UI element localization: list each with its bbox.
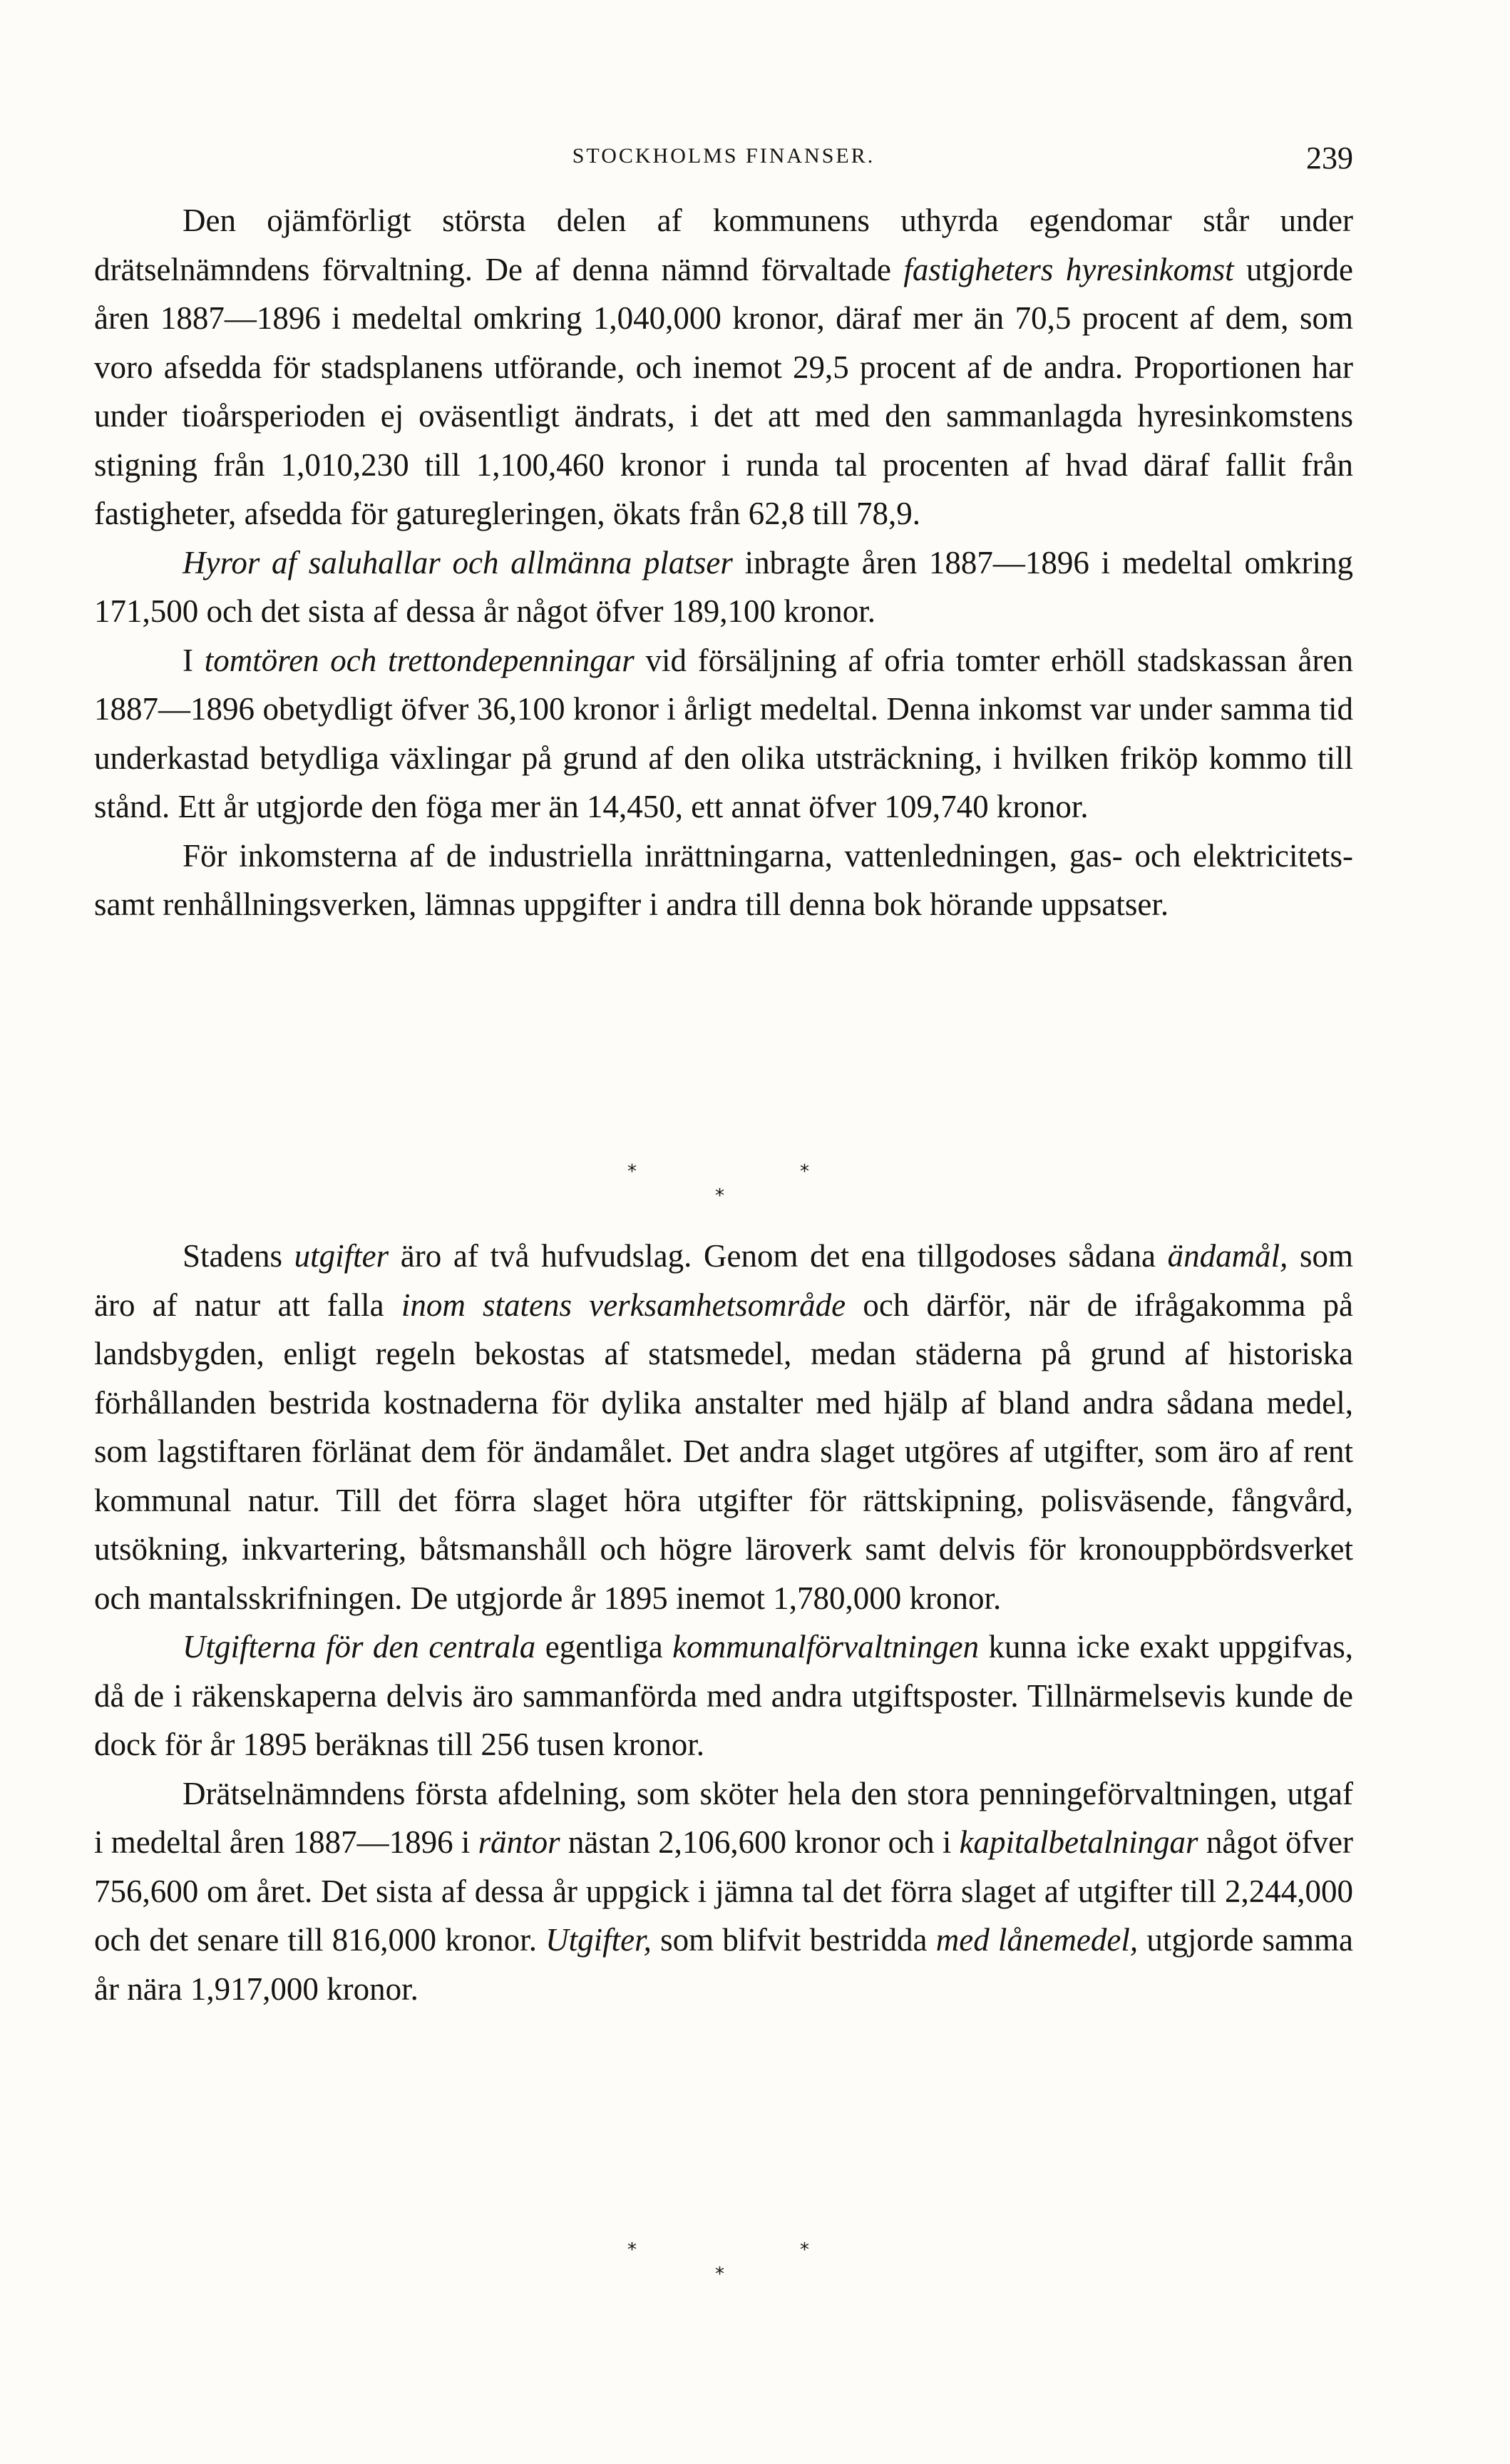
text-run: Den ojämförligt största delen af kommunens uthyrda egendomar står under drätselnämndens förvaltning. De af denna nämnd förvaltade xyxy=(94,203,1353,287)
paragraph xyxy=(94,636,1353,832)
emphasis-text: kommunalförvaltningen xyxy=(672,1629,980,1665)
text-run: och därför, när de ifrågakomma på landsbygden, enligt regeln bekostas af statsmedel, medan städerna på grund af historiska förhållanden bestrida kostnaderna för dylika anstalter med hjälp af bland andra sådana medel, som lagstiftaren förlänat dem för ändamålet. Det andra slaget utgöres af utgifter, som äro af rent kommunal natur. Till det förra slaget höra utgifter för rättskipning, polisväsende, fångvård, utsökning, inkvartering, båtsmanshåll och högre läroverk samt delvis för kronouppbördsverket och mantalsskrifningen. De utgjorde år 1895 inemot 1,780,000 kronor. xyxy=(94,1287,1354,1616)
page-number: 239 xyxy=(1306,140,1353,175)
emphasis-text: inom statens verksamhetsområde xyxy=(401,1287,846,1323)
emphasis-text: Hyror af saluhallar och allmänna platser xyxy=(183,544,733,581)
paragraph xyxy=(94,1769,1353,2014)
text-run: utgjorde åren 1887—1896 i medeltal omkring 1,040,000 kronor, däraf mer än 70,5 procent af dem, som voro afsedda för stadsplanens utförande, och inemot 29,5 procent af de andra. Proportionen har under tioårsperioden ej oväsentligt ändrats, i det att med den sammanlagda hyresinkomstens stigning från 1,010,230 till 1,100,460 kronor i runda tal procenten af hvad däraf fallit från fastigheter, afsedda för gaturegleringen, ökats från 62,8 till 78,9. xyxy=(94,251,1354,531)
text-run: äro af två hufvudslag. Genom det ena tillgodoses sådana xyxy=(389,1238,1168,1274)
paragraph xyxy=(94,1622,1353,1769)
emphasis-text: kapitalbetalningar xyxy=(959,1824,1198,1860)
running-title: STOCKHOLMS FINANSER. xyxy=(572,144,875,168)
body-text-section-2 xyxy=(94,1232,1353,2013)
body-text-section-1 xyxy=(94,196,1353,929)
text-run: som äro af natur att falla xyxy=(94,1238,1353,1323)
asterism-star: * xyxy=(800,2239,809,2261)
text-run: Stadens xyxy=(183,1238,294,1274)
text-run: utgjorde samma år nära 1,917,000 kronor. xyxy=(94,1922,1353,2007)
paragraph xyxy=(94,196,1353,538)
emphasis-text: utgifter xyxy=(294,1238,389,1274)
text-run: vid försäljning af ofria tomter erhöll stadskassan åren 1887—1896 obetydligt öfver 36,100 kronor i årligt medeltal. Denna inkomst var under samma tid underkastad betydliga växlingar på grund af den olika utsträckning, i hvilken friköp kommo till stånd. Ett år utgjorde den föga mer än 14,450, ett annat öfver 109,740 kronor. xyxy=(94,642,1353,824)
text-run: inbragte åren 1887—1896 i medeltal omkring 171,500 och det sista af dessa år något öfver 189,100 kronor. xyxy=(94,544,1353,629)
emphasis-text: Utgifter, xyxy=(545,1922,652,1958)
asterism-star: * xyxy=(627,1161,637,1182)
text-run: I xyxy=(183,642,205,678)
running-head xyxy=(94,140,1353,177)
paragraph xyxy=(94,1232,1353,1622)
text-run: egentliga xyxy=(535,1629,673,1665)
paragraph xyxy=(94,832,1353,929)
asterism-star: * xyxy=(627,2239,637,2261)
text-run: som blifvit bestridda xyxy=(651,1922,936,1958)
emphasis-text: Utgifterna för den centrala xyxy=(183,1629,536,1665)
section-divider-2 xyxy=(0,2239,1510,2289)
emphasis-text: tomtören och trettondepenningar xyxy=(204,642,635,678)
emphasis-text: fastigheters hyresinkomst xyxy=(903,251,1234,287)
text-run: Drätselnämndens första afdelning, som sköter hela den stora penningeförvaltningen, utgaf i medeltal åren 1887—1896 i xyxy=(94,1775,1353,1860)
asterism-star: * xyxy=(715,2264,724,2285)
emphasis-text: ändamål, xyxy=(1167,1238,1288,1274)
text-run: kunna icke exakt uppgifvas, då de i räkenskaperna delvis äro sammanförda med andra utgiftsposter. Tillnärmelsevis kunde de dock för år 1895 beräknas till 256 tusen kronor. xyxy=(94,1629,1354,1762)
emphasis-text: räntor xyxy=(478,1824,560,1860)
text-run: något öfver 756,600 om året. Det sista af dessa år uppgick i jämna tal det förra slaget af utgifter till 2,244,000 och det senare till 816,000 kronor. xyxy=(94,1824,1353,1958)
asterism-star: * xyxy=(800,1161,809,1182)
paragraph xyxy=(94,538,1353,636)
emphasis-text: med lånemedel, xyxy=(935,1922,1139,1958)
text-run: nästan 2,106,600 kronor och i xyxy=(560,1824,960,1860)
section-divider-1 xyxy=(0,1161,1510,1211)
asterism-star: * xyxy=(715,1185,724,1207)
text-run: För inkomsterna af de industriella inrättningarna, vattenledningen, gas- och elektricitets- samt renhållningsverken, lämnas uppgifter i andra till denna bok hörande uppsatser. xyxy=(94,837,1353,922)
